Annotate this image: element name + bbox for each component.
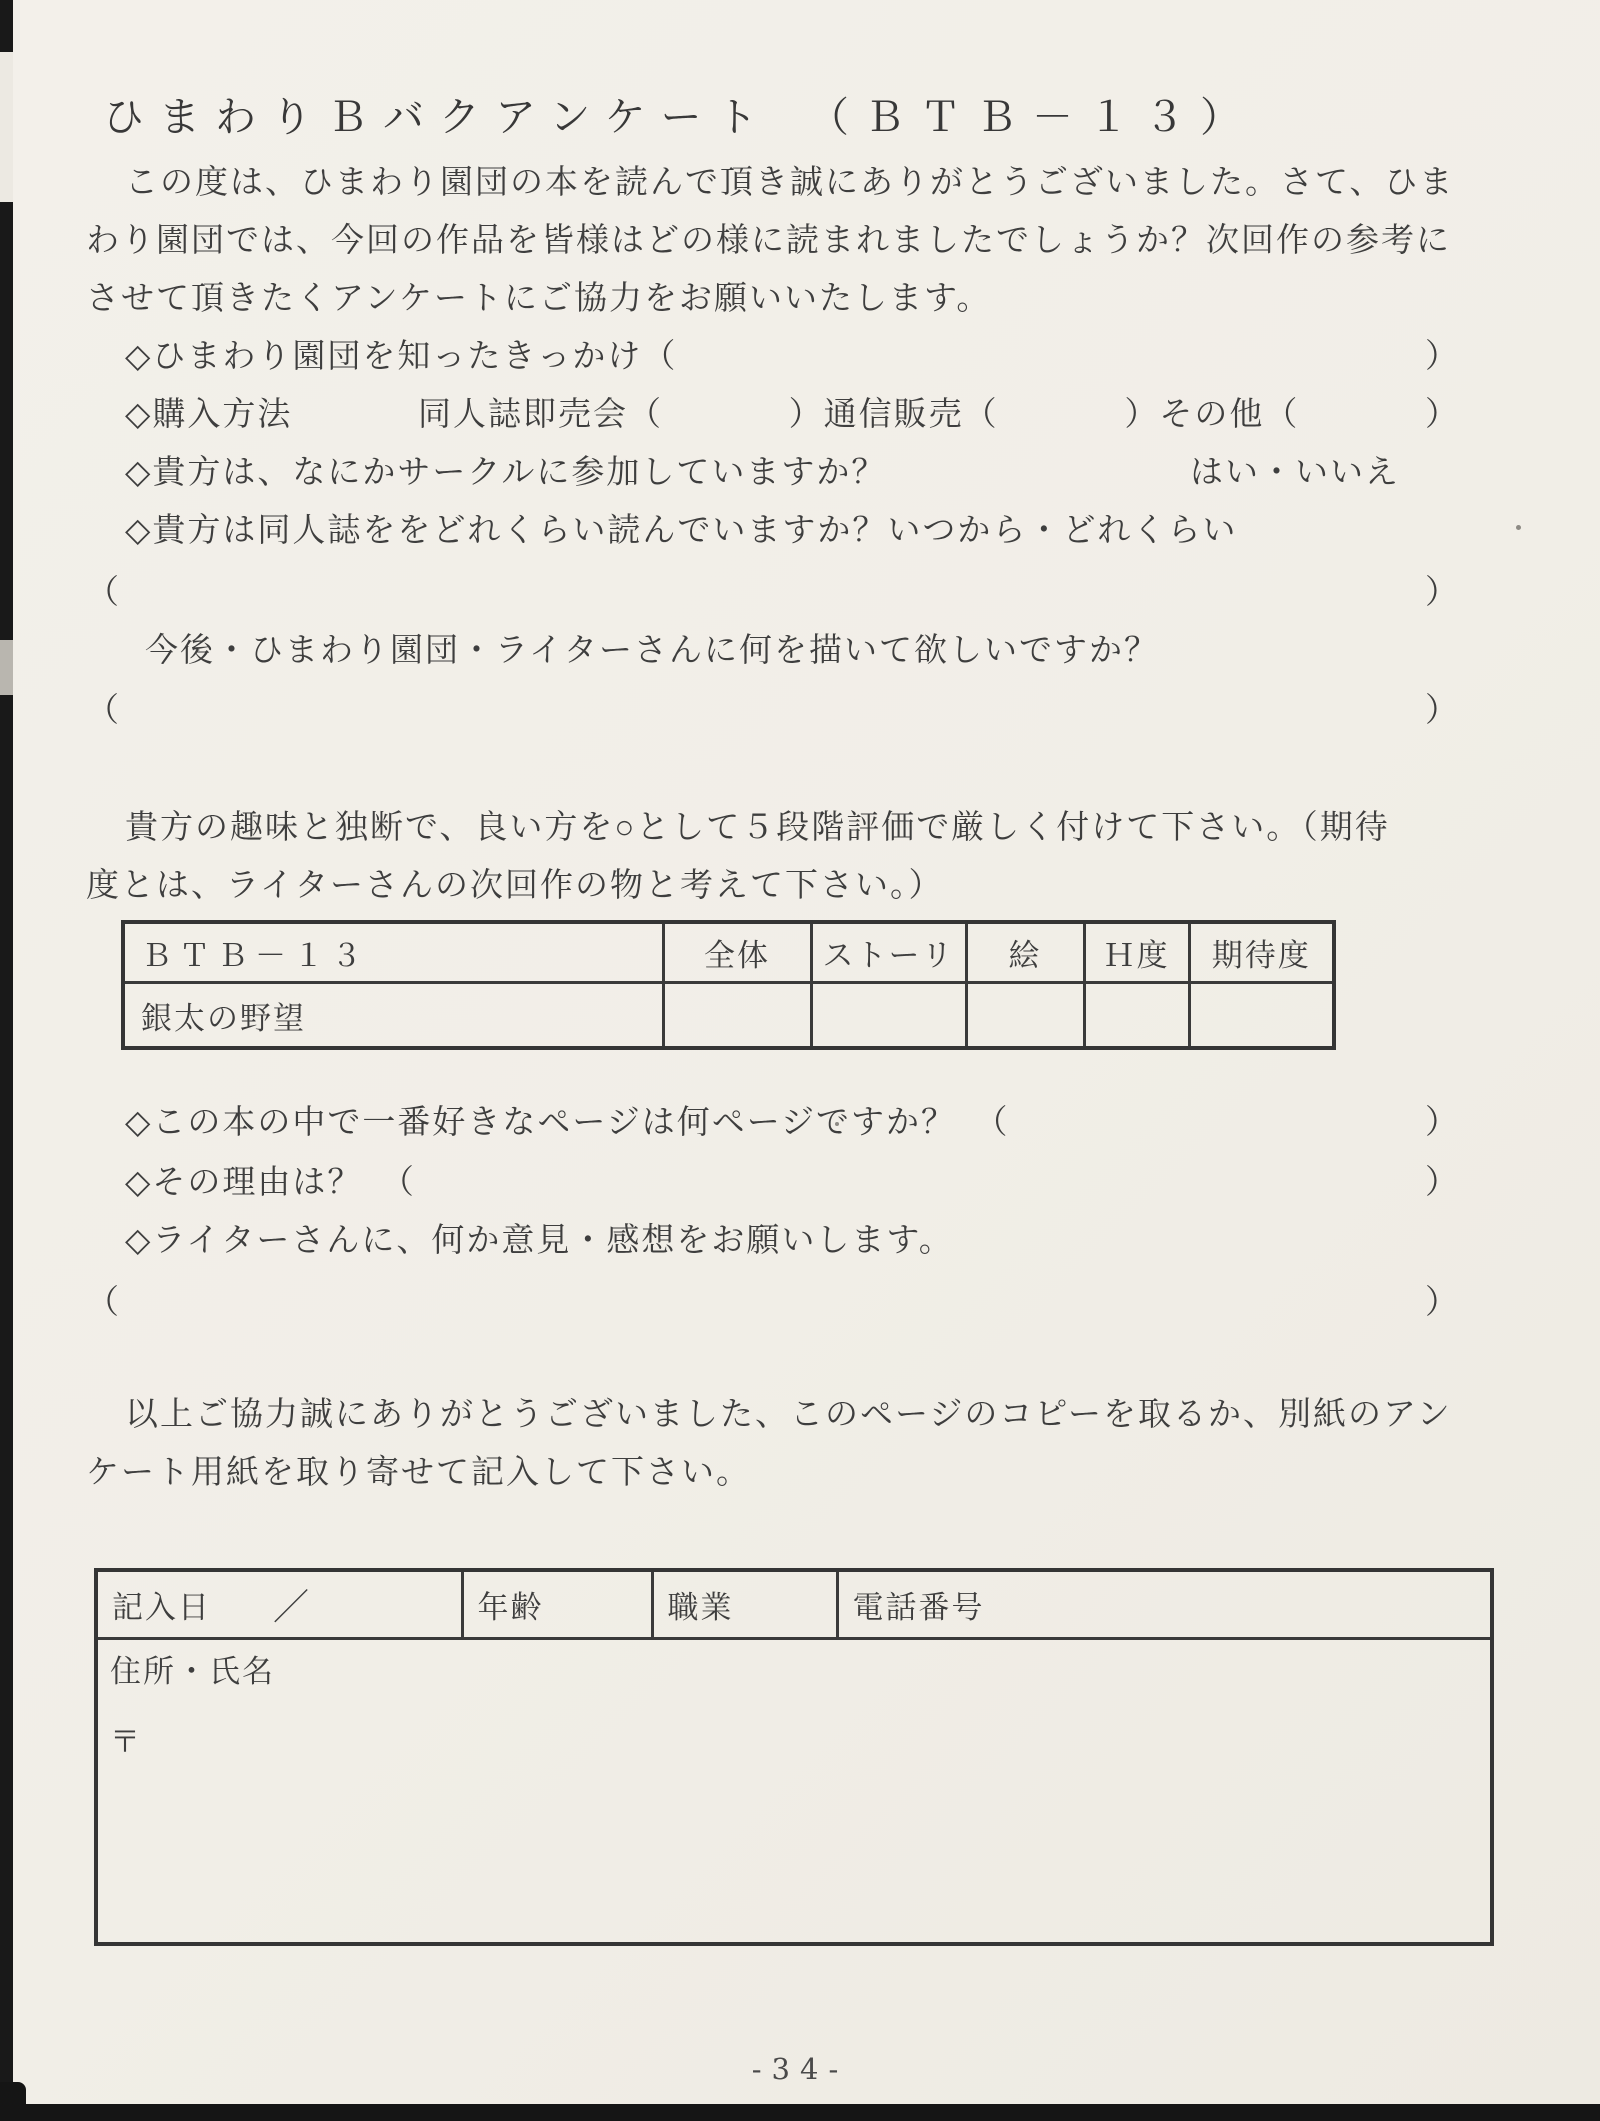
question-future-text: 今後・ひまわり園団・ライターさんに何を描いて欲しいですか？ (145, 633, 1160, 669)
question-purchase-method (125, 397, 1460, 435)
question-favorite-page-text: ◇この本の中で一番好きなページは何ページですか？ （ (125, 1105, 1010, 1141)
rating-intro-line-1: 貴方の趣味と独断で、良い方を○として５段階評価で厳しく付けて下さい。（期待 (125, 810, 1390, 846)
intro-line-2: わり園団では、今回の作品を皆様はどの様に読まれましたでしょうか？次回作の参考に (86, 223, 1451, 259)
scan-edge-corner (0, 2082, 26, 2121)
close-paren: ） (1425, 693, 1460, 729)
info-date-cell (96, 1570, 462, 1639)
question-how-found (125, 339, 1460, 377)
job-label: 職業 (652, 1570, 837, 1639)
open-paren: （ (86, 575, 121, 611)
outro-line-1: 以上ご協力誠にありがとうございました、このページのコピーを取るか、別紙のアン (125, 1397, 1452, 1433)
close-paren: ） (1124, 397, 1160, 433)
address-name-cell (96, 1639, 1492, 1945)
close-paren: ） (1425, 1285, 1460, 1321)
rating-cell-story (811, 983, 966, 1049)
rating-cell-h-level (1084, 983, 1189, 1049)
question-favorite-page (125, 1105, 1460, 1143)
date-slash: ／ (273, 1587, 312, 1627)
rating-intro-line-2: 度とは、ライターさんの次回作の物と考えて下さい。） (86, 868, 944, 904)
rating-table (121, 920, 1336, 1050)
close-paren: ） (1425, 339, 1460, 375)
question-doujinshi-text: ◇貴方は同人誌ををどれくらい読んでいますか？いつから・どれくらい (125, 513, 1238, 549)
purchase-method-label: ◇購入方法 (125, 397, 293, 433)
open-paren: （ (86, 1285, 121, 1321)
rating-cell-expectation (1189, 983, 1334, 1049)
rating-row-work-title: 銀太の野望 (123, 983, 663, 1049)
rating-header-overall: 全体 (663, 922, 811, 983)
close-paren: ） (1425, 1105, 1460, 1141)
scan-edge-left (0, 0, 13, 2121)
rating-header-title: ＢＴＢ－１３ (123, 922, 663, 983)
rating-header-expectation: 期待度 (1189, 922, 1334, 983)
close-paren: ） (1425, 575, 1460, 611)
question-circle-text: ◇貴方は、なにかサークルに参加していますか？ (125, 455, 887, 491)
rating-header-h-level: Ｈ度 (1084, 922, 1189, 983)
yes-no-choice: はい・いいえ (1190, 455, 1400, 491)
scan-edge-notch (0, 640, 13, 695)
answer-blank-comment (86, 1285, 1460, 1323)
question-reason-text: ◇その理由は？ （ (125, 1165, 416, 1201)
close-paren: ） (1425, 1165, 1460, 1201)
answer-blank-future (86, 693, 1460, 731)
question-comment-text: ◇ライターさんに、何か意見・感想をお願いします。 (125, 1223, 954, 1259)
answer-blank-doujinshi (86, 575, 1460, 613)
purchase-option-other: ）その他（ (1124, 397, 1300, 433)
age-label: 年齢 (462, 1570, 652, 1639)
postal-mark: 〒 (110, 1726, 142, 1759)
outro-line-2: ケート用紙を取り寄せて記入して下さい。 (86, 1455, 751, 1491)
open-paren: （ (86, 693, 121, 729)
rating-cell-overall (663, 983, 811, 1049)
question-how-found-text: ◇ひまわり園団を知ったきっかけ（ (125, 339, 678, 375)
rating-header-story: ストーリ (811, 922, 966, 983)
purchase-option-mailorder: ）通信販売（ (788, 397, 999, 433)
rating-cell-art (966, 983, 1084, 1049)
form-title: ひまわりＢバクアンケート （ＢＴＢ－１３） (103, 94, 1257, 140)
question-reason (125, 1165, 1460, 1203)
close-paren: ） (1424, 397, 1460, 433)
intro-line-3: させて頂きたくアンケートにご協力をお願いいたします。 (86, 281, 992, 317)
date-label: 記入日 (112, 1590, 211, 1625)
paper-speck (1516, 525, 1521, 530)
page-number: -34- (751, 2052, 849, 2086)
scan-edge-notch (0, 52, 13, 202)
rating-header-art: 絵 (966, 922, 1084, 983)
intro-line-1: この度は、ひまわり園団の本を読んで頂き誠にありがとうございました。さて、ひま (125, 165, 1455, 201)
close-paren: ） (788, 397, 824, 433)
address-name-label: 住所・氏名 (110, 1654, 275, 1689)
purchase-option-event: 同人誌即売会（ (418, 397, 664, 433)
respondent-info-table (94, 1568, 1494, 1946)
scan-edge-bottom (0, 2104, 1600, 2121)
question-circle (125, 455, 1460, 493)
phone-label: 電話番号 (837, 1570, 1492, 1639)
